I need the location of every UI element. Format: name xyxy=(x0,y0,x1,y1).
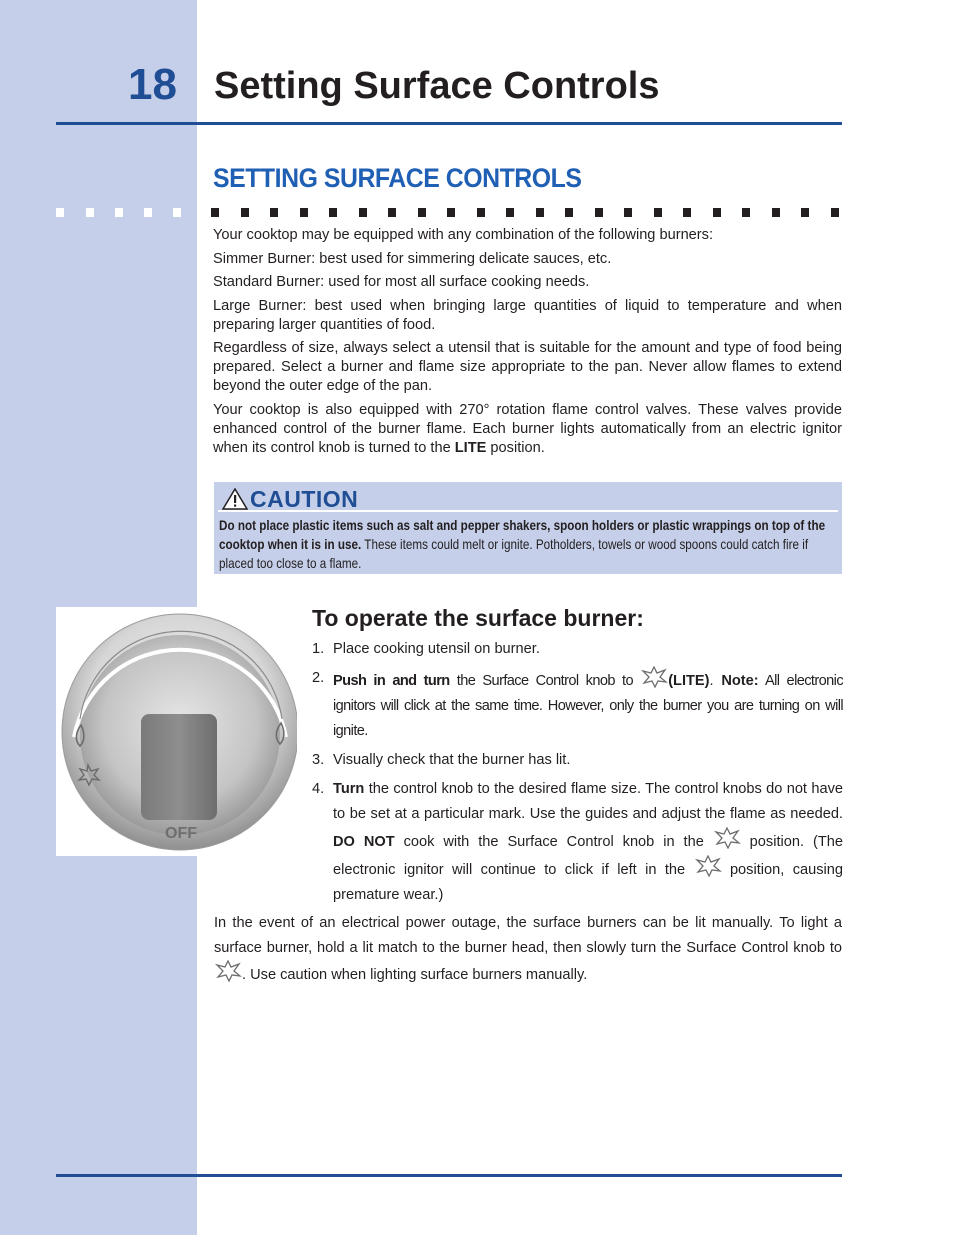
divider-dot xyxy=(241,208,249,217)
operate-steps xyxy=(312,637,843,908)
lite-spark-icon xyxy=(214,960,242,982)
caution-body-text: These items could melt or ignite. Potholders, towels or wood spoons could catch fire if placed too close to a flame. xyxy=(219,537,809,571)
divider-dot xyxy=(565,208,573,217)
divider-dot xyxy=(772,208,780,217)
divider-dot xyxy=(683,208,691,217)
divider-dot xyxy=(595,208,603,217)
step-text: . xyxy=(709,673,722,689)
lite-spark-icon xyxy=(694,855,722,877)
divider-dot xyxy=(86,208,94,217)
lite-spark-icon xyxy=(640,666,668,688)
intro-paragraph: Standard Burner: used for most all surface cooking needs. xyxy=(213,274,590,290)
caution-bold-text: Do not place plastic items such as salt and pepper shakers, spoon holders or plastic wrappings on top of the cooktop when it is in use. xyxy=(219,518,826,552)
divider-dot xyxy=(388,208,396,217)
intro-paragraph: Large Burner: best used when bringing large quantities of liquid to temperature and when preparing larger quantities of food. xyxy=(213,297,842,333)
step-bold: Push in and turn xyxy=(333,673,450,689)
divider-dot xyxy=(56,208,64,217)
step-item xyxy=(312,666,843,744)
control-knob-graphic xyxy=(56,607,297,856)
divider-dot xyxy=(211,208,219,217)
divider-dot xyxy=(801,208,809,217)
step-bold: Turn xyxy=(333,781,365,797)
caution-text xyxy=(219,516,836,573)
section-heading: SETTING SURFACE CONTROLS xyxy=(213,163,582,193)
caution-title xyxy=(222,486,358,512)
power-outage-paragraph xyxy=(214,911,842,988)
step-text: the Surface Control knob to xyxy=(449,673,641,689)
intro-paragraph: Simmer Burner: best used for simmering delicate sauces, etc. xyxy=(213,250,612,267)
page-number: 18 xyxy=(128,60,177,109)
step-number: 3. xyxy=(312,752,325,768)
divider-dot xyxy=(447,208,455,217)
intro-paragraph: Your cooktop may be equipped with any combination of the following burners: xyxy=(213,227,714,243)
step-item xyxy=(312,748,843,773)
step-text: All electronic ignitors will click at the same time. However, only the burner you are turning on will ignite. xyxy=(333,673,844,739)
step-bold: DO NOT xyxy=(333,834,395,850)
divider-dot xyxy=(536,208,544,217)
warning-triangle-icon xyxy=(222,488,248,510)
step-item xyxy=(312,637,843,662)
footer-rule xyxy=(56,1174,842,1177)
text-run: In the event of an electrical power outage, the surface burners can be lit manually. To light a surface burner, hold a lit match to the burner head, then slowly turn the Surface Control knob to xyxy=(214,915,842,956)
divider-dot xyxy=(477,208,485,217)
page-title: Setting Surface Controls xyxy=(214,65,660,107)
divider-dot xyxy=(654,208,662,217)
divider-dot xyxy=(506,208,514,217)
text-run: position. xyxy=(486,439,545,456)
divider-dot xyxy=(173,208,181,217)
divider-dot xyxy=(713,208,721,217)
divider-dot xyxy=(359,208,367,217)
step-text: cook with the Surface Control knob in the xyxy=(394,834,713,850)
divider-dot xyxy=(624,208,632,217)
step-number: 4. xyxy=(312,781,325,797)
step-number: 1. xyxy=(312,641,325,657)
step-text: position, causing premature wear.) xyxy=(333,862,843,903)
step-item xyxy=(312,777,843,908)
divider-dot xyxy=(418,208,426,217)
divider-dot xyxy=(115,208,123,217)
caution-label: CAUTION xyxy=(250,485,359,512)
intro-paragraph xyxy=(213,401,842,458)
divider-dot xyxy=(742,208,750,217)
dotted-divider xyxy=(0,208,954,218)
divider-dot xyxy=(831,208,839,217)
step-text: the control knob to the desired flame size. The control knobs do not have to be set at a particular mark. Use the guides and adjust the flame as needed. xyxy=(333,781,843,822)
step-text: Place cooking utensil on burner. xyxy=(333,641,540,657)
lite-keyword: LITE xyxy=(454,439,487,456)
intro-text xyxy=(213,226,842,462)
control-knob-illustration xyxy=(56,607,297,856)
text-run: . Use caution when lighting surface burners manually. xyxy=(242,967,588,983)
operate-heading: To operate the surface burner: xyxy=(312,605,644,631)
divider-dot xyxy=(270,208,278,217)
header-rule xyxy=(56,122,842,125)
step-bold: (LITE) xyxy=(668,673,710,689)
step-text: position. (The electronic ignitor will continue to click if left in the xyxy=(333,834,843,878)
step-bold: Note: xyxy=(721,673,759,689)
knob-off-label: OFF xyxy=(165,825,197,842)
step-number: 2. xyxy=(312,670,325,686)
divider-dot xyxy=(144,208,152,217)
text-run: Your cooktop is also equipped with 270° rotation flame control valves. These valves provide enhanced control of the burner flame. Each burner lights automatically from an electric ignitor when its control knob is turned to the xyxy=(213,401,842,456)
divider-dot xyxy=(300,208,308,217)
divider-dot xyxy=(329,208,337,217)
caution-box xyxy=(214,482,842,574)
intro-paragraph: Regardless of size, always select a utensil that is suitable for the amount and type of food being prepared. Select a burner and flame size appropriate to the pan. Never allow flames to extend beyond the outer edge of the pan. xyxy=(213,340,842,394)
step-text: Visually check that the burner has lit. xyxy=(333,752,571,768)
lite-spark-icon xyxy=(713,827,741,849)
